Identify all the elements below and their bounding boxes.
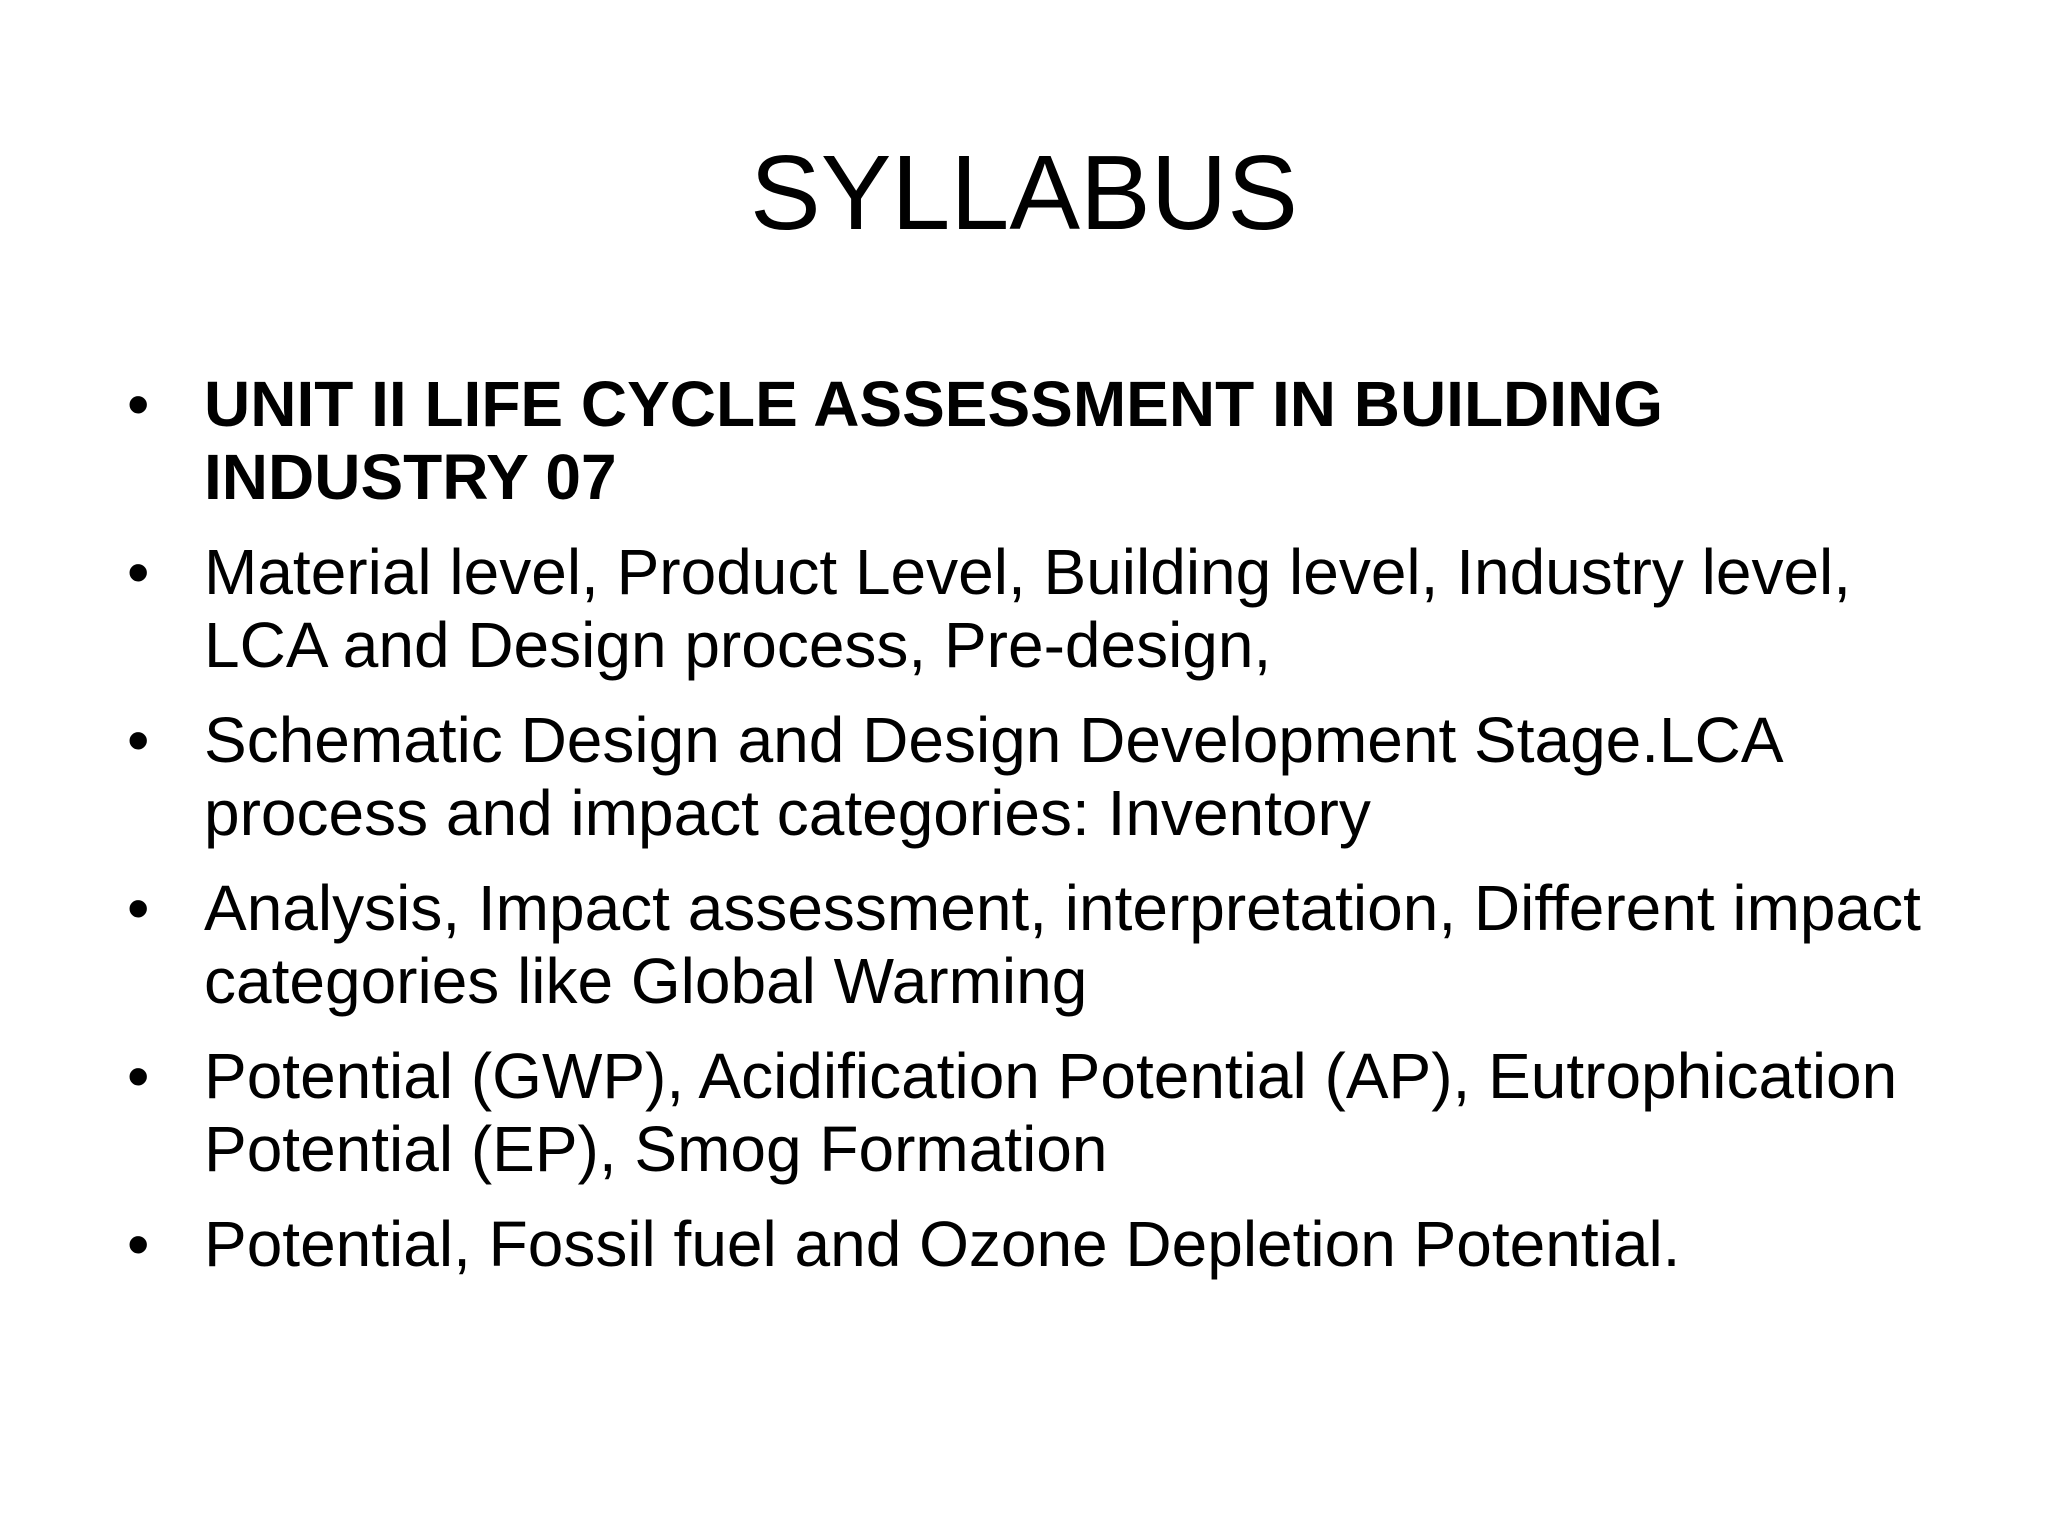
- bullet-text: Potential (GWP), Acidification Potential (AP), Eutrophication Potential (EP), Smog Formation: [204, 1040, 1898, 1185]
- bullet-text: UNIT II LIFE CYCLE ASSESSMENT IN BUILDING INDUSTRY 07: [204, 368, 1664, 513]
- bullet-item-schematic-design: [0, 704, 2048, 850]
- bullet-text: Schematic Design and Design Development Stage.LCA process and impact categories: Inventory: [204, 704, 1780, 849]
- bullet-text: Analysis, Impact assessment, interpretation, Different impact categories like Global Warming: [204, 872, 1921, 1017]
- slide-title: SYLLABUS: [750, 134, 1298, 252]
- bullet-dot-icon: •: [127, 1208, 150, 1280]
- bullet-item-unit-heading: [0, 368, 2048, 514]
- bullet-dot-icon: •: [127, 368, 150, 440]
- bullet-dot-icon: •: [127, 872, 150, 944]
- bullet-dot-icon: •: [127, 1040, 150, 1112]
- bullet-text: Potential, Fossil fuel and Ozone Depletion Potential.: [204, 1208, 1681, 1280]
- bullet-item-depletion: [0, 1208, 2048, 1281]
- bullet-text: Material level, Product Level, Building level, Industry level, LCA and Design process, Pre-design,: [204, 536, 1852, 681]
- bullet-list: [0, 368, 2048, 1303]
- bullet-dot-icon: •: [127, 536, 150, 608]
- bullet-dot-icon: •: [127, 704, 150, 776]
- bullet-item-levels: [0, 536, 2048, 682]
- bullet-item-potentials: [0, 1040, 2048, 1186]
- bullet-item-analysis: [0, 872, 2048, 1018]
